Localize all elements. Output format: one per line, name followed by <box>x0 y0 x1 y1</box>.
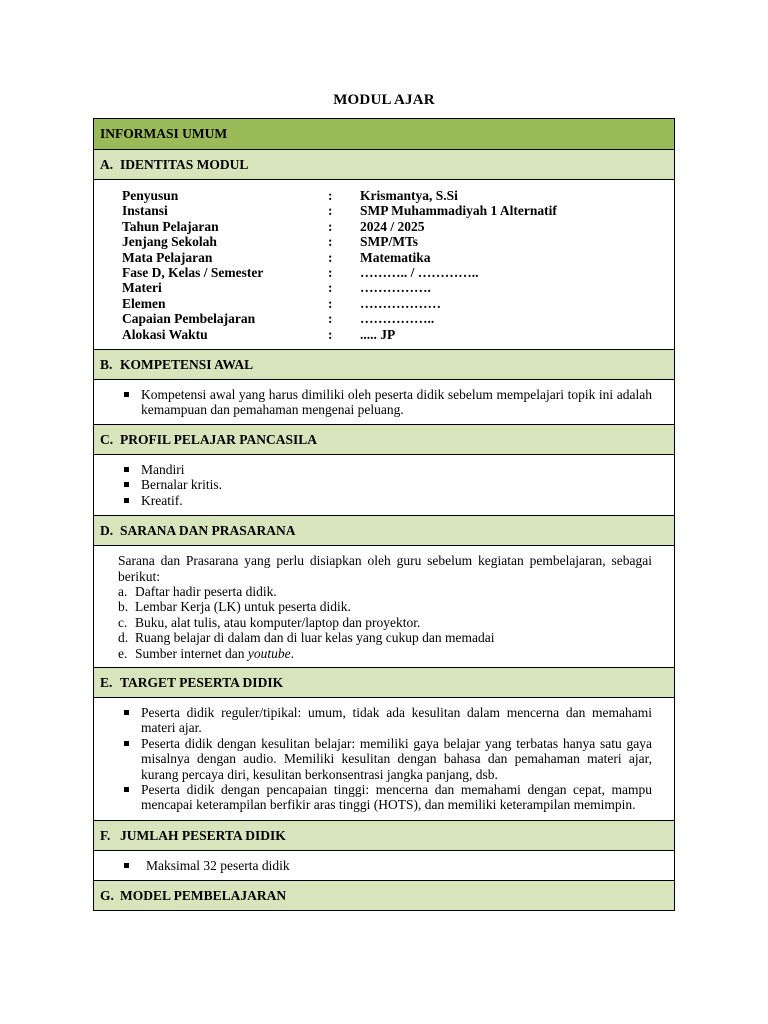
item-text: Lembar Kerja (LK) untuk peserta didik. <box>135 599 351 615</box>
list-item <box>118 630 652 645</box>
list-item: Kompetensi awal yang harus dimiliki oleh peserta didik sebelum mempelajari topik ini adalah kemampuan dan pemahaman mengenai peluang. <box>121 387 652 418</box>
list-item: Maksimal 32 peserta didik <box>121 858 652 873</box>
kompetensi-body <box>94 379 674 424</box>
identitas-value: SMP/MTs <box>360 234 419 250</box>
identitas-value: Matematika <box>360 249 431 265</box>
identitas-colon: : <box>328 188 333 203</box>
section-header-kompetensi-awal <box>94 349 674 379</box>
list-item: Peserta didik reguler/tipikal: umum, tidak ada kesulitan dalam mencerna dan memahami materi ajar. <box>121 705 652 736</box>
section-label: IDENTITAS MODUL <box>120 156 249 172</box>
identitas-table <box>122 188 557 342</box>
identitas-row <box>122 311 557 326</box>
item-text: Buku, alat tulis, atau komputer/laptop dan proyektor. <box>135 614 421 630</box>
identitas-colon: : <box>328 234 333 250</box>
section-header-informasi-umum: INFORMASI UMUM <box>94 119 674 149</box>
identitas-value: SMP Muhammadiyah 1 Alternatif <box>360 203 557 219</box>
jumlah-body <box>94 850 674 880</box>
item-letter: b. <box>118 599 129 615</box>
identitas-value: 2024 / 2025 <box>360 218 425 234</box>
section-number: F. <box>100 827 111 843</box>
section-number: E. <box>100 674 113 690</box>
identitas-row <box>122 250 557 265</box>
list-item: Peserta didik dengan pencapaian tinggi: mencerna dan memahami dengan cepat, mampu mencapai keterampilan berfikir aras tinggi (HOTS), dan memiliki keterampilan memimpin. <box>121 782 652 813</box>
identitas-colon: : <box>328 265 333 281</box>
identitas-value: ……………. <box>360 280 431 296</box>
target-body <box>94 697 674 820</box>
identitas-row <box>122 188 557 203</box>
item-text: Ruang belajar di dalam dan di luar kelas yang cukup dan memadai <box>135 630 495 646</box>
identitas-value: ……….. / ………….. <box>360 265 479 281</box>
item-letter: d. <box>118 630 129 646</box>
identitas-key: Jenjang Sekolah <box>122 234 217 250</box>
jumlah-list <box>121 858 652 873</box>
identitas-colon: : <box>328 326 333 342</box>
section-header-identitas <box>94 149 674 179</box>
section-number: G. <box>100 887 114 903</box>
list-item: Bernalar kritis. <box>121 477 652 492</box>
sarana-body <box>94 545 674 667</box>
list-item: Mandiri <box>121 462 652 477</box>
identitas-value: ……………… <box>360 295 441 311</box>
item-letter: a. <box>118 583 128 599</box>
identitas-body <box>94 179 674 349</box>
identitas-row <box>122 203 557 218</box>
section-header-sarana <box>94 515 674 545</box>
identitas-value: ..... JP <box>360 326 396 342</box>
list-item <box>118 615 652 630</box>
identitas-value: Krismantya, S.Si <box>360 188 458 203</box>
section-header-model <box>94 880 674 910</box>
section-header-profil <box>94 424 674 454</box>
identitas-key: Alokasi Waktu <box>122 326 208 342</box>
item-text-tail: . <box>290 645 294 661</box>
identitas-row <box>122 219 557 234</box>
identitas-colon: : <box>328 311 333 327</box>
sarana-list <box>118 584 652 661</box>
identitas-colon: : <box>328 218 333 234</box>
item-letter: e. <box>118 645 128 661</box>
identitas-key: Instansi <box>122 203 168 219</box>
section-label: SARANA DAN PRASARANA <box>120 522 296 538</box>
section-header-target <box>94 667 674 697</box>
item-text: Sumber internet dan <box>135 645 248 661</box>
identitas-key: Mata Pelajaran <box>122 249 213 265</box>
identitas-row <box>122 265 557 280</box>
list-item: Kreatif. <box>121 493 652 508</box>
section-label: MODEL PEMBELAJARAN <box>120 887 287 903</box>
identitas-colon: : <box>328 295 333 311</box>
kompetensi-list <box>121 387 652 418</box>
identitas-row <box>122 296 557 311</box>
identitas-key: Capaian Pembelajaran <box>122 311 256 327</box>
section-label: TARGET PESERTA DIDIK <box>120 674 284 690</box>
section-number: A. <box>100 156 114 172</box>
section-label: KOMPETENSI AWAL <box>120 356 254 372</box>
item-text: Daftar hadir peserta didik. <box>135 583 277 599</box>
identitas-key: Penyusun <box>122 188 179 203</box>
list-item <box>118 646 652 661</box>
identitas-key: Fase D, Kelas / Semester <box>122 265 264 281</box>
identitas-row <box>122 327 557 342</box>
identitas-row <box>122 234 557 249</box>
section-header-jumlah <box>94 820 674 850</box>
section-number: B. <box>100 356 113 372</box>
identitas-row <box>122 280 557 295</box>
profil-body <box>94 454 674 515</box>
list-item <box>118 599 652 614</box>
profil-list <box>121 462 652 508</box>
identitas-colon: : <box>328 249 333 265</box>
section-label: PROFIL PELAJAR PANCASILA <box>120 431 318 447</box>
module-table <box>93 118 675 911</box>
list-item: Peserta didik dengan kesulitan belajar: memiliki gaya belajar yang terbatas hanya satu gaya misalnya dengan audio. Memiliki kesulitan dengan bahasa dan pemahaman materi ajar, kurang percaya diri, kesulitan berkonsentrasi jangka panjang, dsb. <box>121 736 652 782</box>
identitas-key: Tahun Pelajaran <box>122 218 219 234</box>
identitas-colon: : <box>328 203 333 219</box>
section-number: C. <box>100 431 114 447</box>
item-letter: c. <box>118 614 128 630</box>
section-label: JUMLAH PESERTA DIDIK <box>120 827 286 843</box>
item-text-italic: youtube <box>247 645 291 661</box>
identitas-key: Materi <box>122 280 162 296</box>
identitas-key: Elemen <box>122 295 166 311</box>
identitas-colon: : <box>328 280 333 296</box>
sarana-intro: Sarana dan Prasarana yang perlu disiapkan oleh guru sebelum kegiatan pembelajaran, sebagai berikut: <box>118 553 652 584</box>
page-title: MODUL AJAR <box>333 92 435 108</box>
section-number: D. <box>100 522 114 538</box>
identitas-value: …………….. <box>360 311 435 327</box>
target-list <box>121 705 652 813</box>
list-item <box>118 584 652 599</box>
